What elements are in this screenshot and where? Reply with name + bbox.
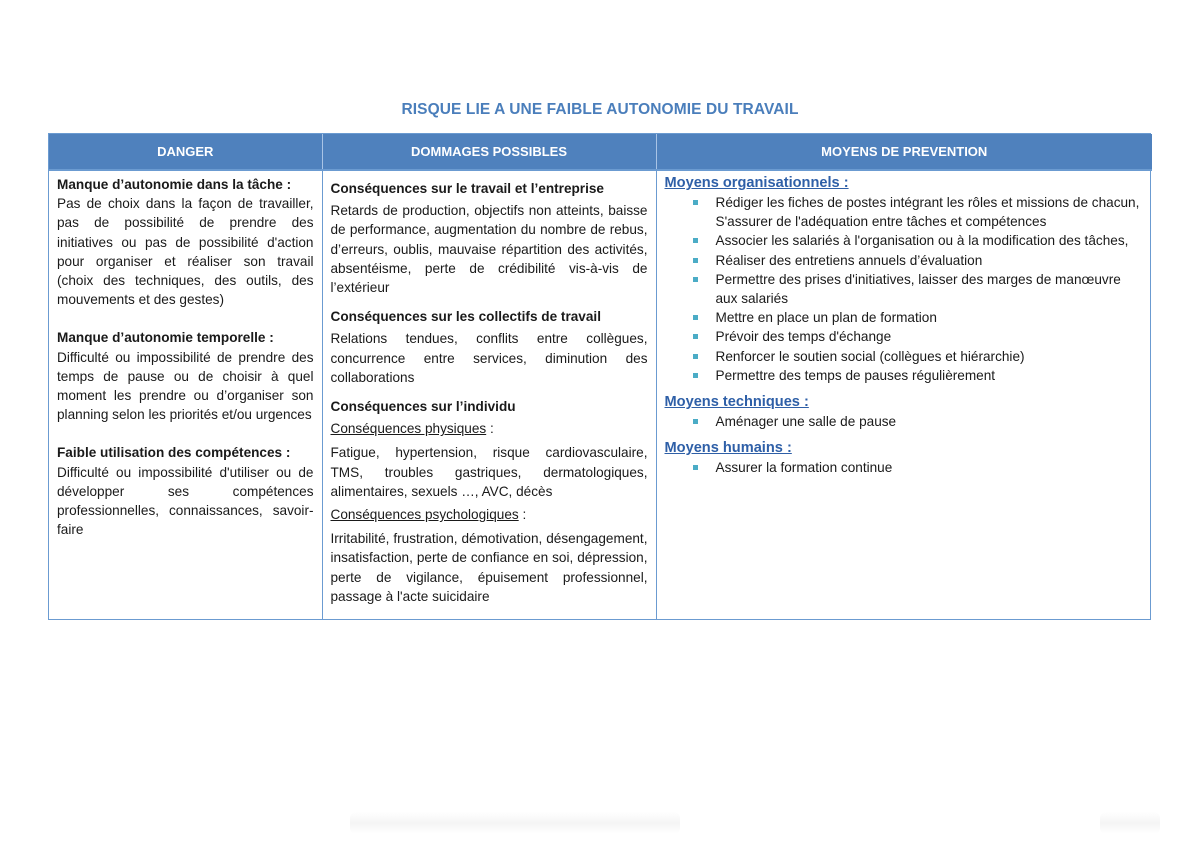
list-item-text: Permettre des temps de pauses régulièrement xyxy=(715,367,996,383)
danger-text: Pas de choix dans la façon de travailler, pas de possibilité de prendre des initiatives ou pas de possibilité d'action pour organiser et réaliser son travail (choix des techniques, des outils, des mouvements et des gestes) xyxy=(57,196,314,308)
scan-artifact xyxy=(1100,812,1160,834)
list-item xyxy=(665,308,1145,327)
list-item-text: Rédiger les fiches de postes intégrant les rôles et missions de chacun, S'assurer de l'adéquation entre tâches et compétences xyxy=(715,195,1140,230)
danger-title: Manque d’autonomie dans la tâche : xyxy=(57,177,292,192)
table-row xyxy=(49,170,1152,619)
moyens-organisationnels-list xyxy=(665,193,1145,385)
danger-text: Difficulté ou impossibilité de prendre des temps de pause ou de choisir à quel moment les prendre ou d’organiser son planning selon les priorités et/ou urgences xyxy=(57,349,314,423)
dommages-collectifs-text: Relations tendues, conflits entre collègues, concurrence entre services, diminution des collaborations xyxy=(330,331,648,385)
moyens-humains-list xyxy=(665,458,1145,477)
dommages-collectifs-title: Conséquences sur les collectifs de travail xyxy=(330,309,601,325)
physiques-subheading xyxy=(331,419,648,438)
header-moyens: MOYENS DE PREVENTION xyxy=(656,134,1152,170)
list-item-text: Prévoir des temps d'échange xyxy=(715,329,892,345)
square-bullet-icon xyxy=(693,258,698,263)
list-item-text: Réaliser des entretiens annuels d’évaluation xyxy=(715,252,983,268)
psycho-colon: : xyxy=(518,507,527,523)
list-item xyxy=(665,366,1145,385)
list-item-text: Mettre en place un plan de formation xyxy=(715,310,937,326)
square-bullet-icon xyxy=(693,334,698,339)
psycho-text: Irritabilité, frustration, démotivation, désengagement, insatisfaction, perte de confiance en soi, dépression, perte de vigilance, épuisement professionnel, passage à l'acte suicidaire xyxy=(330,531,648,604)
list-item-text: Permettre des prises d'initiatives, laisser des marges de manœuvre aux salariés xyxy=(715,271,1121,307)
list-item xyxy=(665,231,1145,250)
moyens-humains-title: Moyens humains : xyxy=(664,440,792,457)
danger-title: Faible utilisation des compétences : xyxy=(57,445,291,461)
list-item xyxy=(665,327,1145,346)
danger-block xyxy=(57,443,314,539)
danger-text: Difficulté ou impossibilité d'utiliser ou de développer ses compétences professionnelles, connaissances, savoir-faire xyxy=(57,464,314,538)
page-title: RISQUE LIE A UNE FAIBLE AUTONOMIE DU TRAVAIL xyxy=(401,101,799,118)
square-bullet-icon xyxy=(693,465,698,470)
list-item xyxy=(665,193,1145,231)
square-bullet-icon xyxy=(693,238,698,243)
list-item xyxy=(665,251,1145,270)
risk-table xyxy=(48,133,1151,620)
list-item xyxy=(665,412,1145,431)
list-item-text: Associer les salariés à l'organisation ou à la modification des tâches, xyxy=(715,233,1129,249)
square-bullet-icon xyxy=(693,354,698,359)
square-bullet-icon xyxy=(693,315,698,320)
list-item-text: Renforcer le soutien social (collègues et hiérarchie) xyxy=(715,348,1025,364)
list-item-text: Assurer la formation continue xyxy=(715,460,893,476)
dommages-individu-title: Conséquences sur l’individu xyxy=(330,399,516,415)
header-danger: DANGER xyxy=(49,134,322,170)
danger-cell xyxy=(49,170,322,619)
moyens-techniques-list xyxy=(665,412,1145,431)
danger-block xyxy=(57,328,314,424)
moyens-techniques-title: Moyens techniques : xyxy=(664,394,809,411)
table-header-row xyxy=(49,134,1152,170)
moyens-organisationnels-title: Moyens organisationnels : xyxy=(664,175,849,191)
list-item xyxy=(665,458,1145,477)
list-item xyxy=(665,270,1145,308)
square-bullet-icon xyxy=(693,277,698,282)
list-item-text: Aménager une salle de pause xyxy=(715,414,897,430)
physiques-text: Fatigue, hypertension, risque cardiovasculaire, TMS, troubles gastriques, dermatologiques, alimentaires, sexuels …, AVC, décès xyxy=(330,445,648,499)
list-item xyxy=(665,347,1145,366)
danger-block xyxy=(57,175,314,309)
square-bullet-icon xyxy=(693,373,698,378)
square-bullet-icon xyxy=(693,200,698,205)
psycho-label: Conséquences psychologiques xyxy=(330,507,519,523)
psycho-subheading xyxy=(331,505,648,524)
physiques-colon: : xyxy=(486,421,494,437)
scan-artifact xyxy=(350,812,680,834)
danger-title: Manque d’autonomie temporelle : xyxy=(57,330,274,346)
physiques-label: Conséquences physiques xyxy=(330,421,487,437)
dommages-travail-title: Conséquences sur le travail et l’entreprise xyxy=(330,181,604,196)
dommages-travail-text: Retards de production, objectifs non atteints, baisse de performance, augmentation du nombre de rebus, d’erreurs, oublis, mauvaise répartition des activités, absentéisme, perte de crédibilité vis-à-vis de l’extérieur xyxy=(330,203,648,296)
square-bullet-icon xyxy=(693,419,698,424)
moyens-cell xyxy=(656,170,1152,619)
dommages-cell xyxy=(322,170,656,619)
header-dommages: DOMMAGES POSSIBLES xyxy=(322,134,656,170)
